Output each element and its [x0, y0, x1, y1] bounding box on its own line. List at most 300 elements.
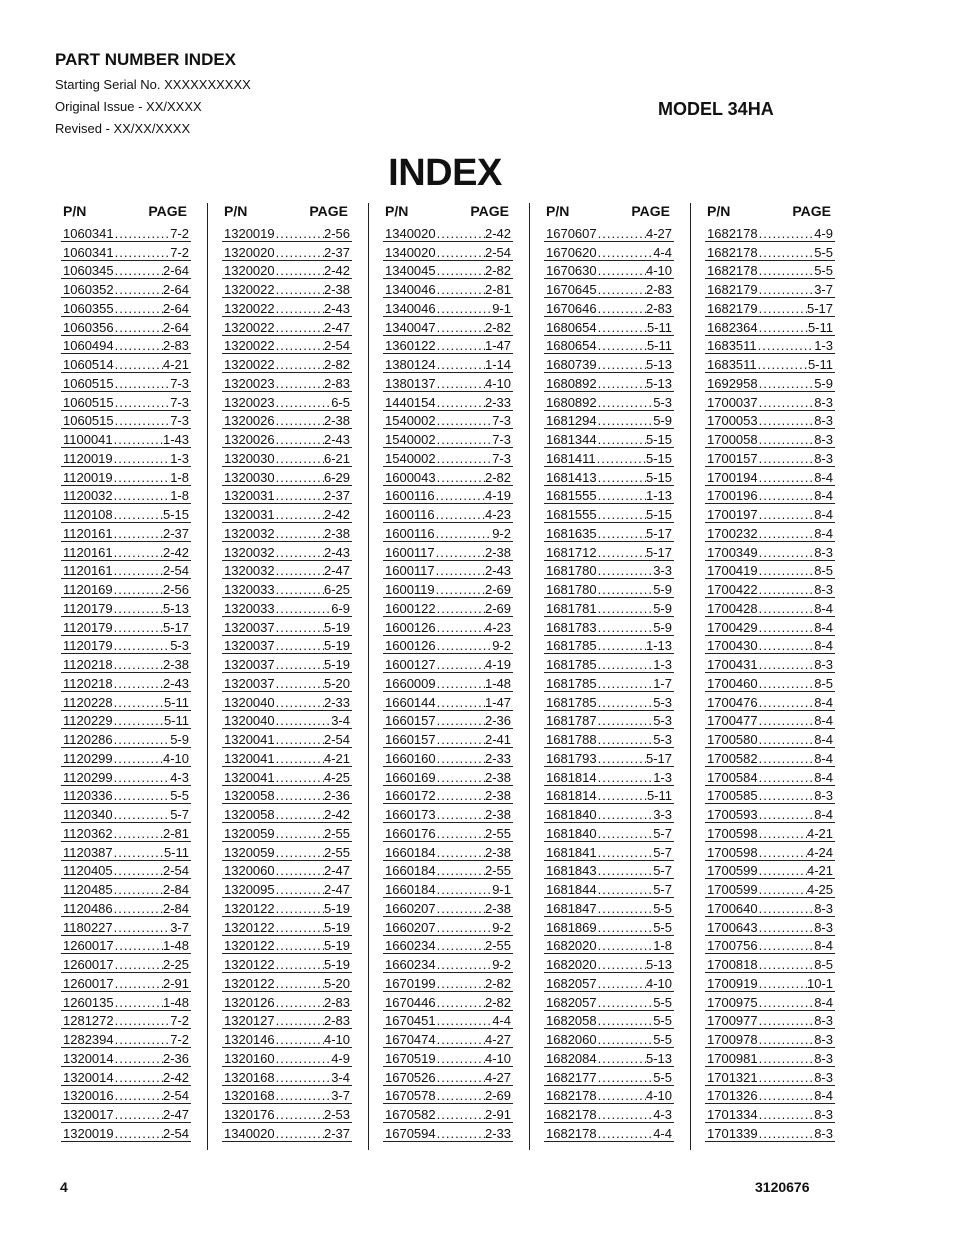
index-row	[61, 992, 191, 1011]
page-reference: 5-3	[653, 713, 672, 729]
page-reference: 1-13	[645, 488, 672, 504]
index-row	[383, 729, 513, 748]
page-reference: 2-54	[162, 1088, 189, 1104]
index-column-1	[61, 203, 191, 1142]
index-row	[705, 842, 835, 861]
page-reference: 5-5	[653, 1013, 672, 1029]
index-row	[383, 392, 513, 411]
page-reference: 1-3	[653, 769, 672, 785]
part-number: 1700460	[707, 675, 758, 691]
part-number: 1060515	[63, 375, 114, 391]
page-reference: 2-36	[323, 788, 350, 804]
page-reference: 8-3	[814, 544, 833, 560]
part-number: 1120405	[63, 863, 113, 879]
page-reference: 2-33	[484, 750, 511, 766]
part-number: 1682178	[546, 1088, 597, 1104]
part-number: 1600126	[385, 638, 436, 654]
index-row	[544, 954, 674, 973]
page-reference: 9-1	[492, 300, 511, 316]
index-row	[705, 598, 835, 617]
dot-leader	[436, 1052, 485, 1066]
page-reference: 2-83	[645, 282, 672, 297]
part-number: 1120286	[63, 732, 113, 747]
page-reference: 2-55	[323, 844, 350, 860]
index-row	[705, 504, 835, 523]
page-reference: 9-2	[492, 957, 511, 972]
page-header: PAGE	[792, 203, 831, 219]
page-reference: 5-19	[323, 938, 350, 954]
part-number: 1060345	[63, 263, 114, 279]
part-number: 1120485	[63, 882, 113, 897]
page-reference: 2-54	[162, 1125, 189, 1141]
dot-leader	[597, 902, 654, 916]
page-reference: 1-48	[162, 938, 189, 954]
dot-leader	[275, 808, 324, 822]
page-reference: 2-25	[162, 957, 189, 972]
part-number: 1120161	[63, 525, 113, 541]
index-row	[61, 561, 191, 580]
dot-leader	[757, 339, 815, 353]
page-reference: 6-5	[331, 394, 350, 410]
page-reference: 4-3	[653, 1107, 672, 1122]
dot-leader	[758, 508, 815, 522]
index-row	[61, 598, 191, 617]
dot-leader	[275, 789, 324, 803]
part-number: 1600122	[385, 600, 436, 616]
index-heading: PART NUMBER INDEX	[55, 50, 237, 69]
dot-leader	[275, 902, 324, 916]
part-number: 1681413	[546, 469, 597, 485]
page-reference: 6-9	[331, 600, 350, 616]
page-reference: 4-25	[806, 882, 833, 897]
page-reference: 4-23	[484, 619, 511, 635]
part-number: 1320060	[224, 863, 275, 879]
dot-leader	[114, 1033, 171, 1047]
dot-leader	[113, 714, 164, 728]
part-number: 1692958	[707, 375, 758, 391]
dot-leader	[436, 864, 485, 878]
index-row	[222, 786, 352, 805]
index-row	[705, 1048, 835, 1067]
page-reference: 5-7	[170, 807, 189, 822]
index-row	[383, 767, 513, 786]
index-row	[544, 973, 674, 992]
part-number: 1681788	[546, 732, 597, 747]
index-row	[383, 786, 513, 805]
index-row	[544, 898, 674, 917]
index-row	[222, 317, 352, 336]
index-row	[222, 804, 352, 823]
part-number: 1700422	[707, 582, 758, 597]
dot-leader	[435, 508, 485, 522]
page-reference: 2-83	[323, 375, 350, 391]
dot-leader	[758, 639, 815, 653]
page-reference: 5-5	[814, 263, 833, 279]
dot-leader	[436, 733, 485, 747]
dot-leader	[275, 846, 324, 860]
page-reference: 2-43	[323, 432, 350, 447]
dot-leader	[435, 546, 485, 560]
index-row	[705, 673, 835, 692]
dot-leader	[597, 752, 646, 766]
index-row	[383, 523, 513, 542]
part-number: 1660160	[385, 750, 436, 766]
page-reference: 7-3	[170, 413, 189, 429]
page-reference: 5-15	[645, 432, 672, 447]
index-row	[61, 1086, 191, 1105]
dot-leader	[275, 321, 324, 335]
part-number: 1681780	[546, 563, 597, 579]
page-reference: 2-55	[323, 825, 350, 841]
page-reference: 5-17	[162, 619, 189, 635]
index-row	[544, 1104, 674, 1123]
index-row	[61, 1067, 191, 1086]
index-row	[544, 1029, 674, 1048]
dot-leader	[758, 452, 815, 466]
dot-leader	[275, 583, 324, 597]
dot-leader	[597, 302, 646, 316]
part-number: 1320032	[224, 563, 275, 579]
index-row	[383, 354, 513, 373]
index-row	[61, 636, 191, 655]
page-reference: 8-5	[814, 675, 833, 691]
index-row	[61, 317, 191, 336]
page-reference: 2-83	[323, 1013, 350, 1029]
dot-leader	[597, 1033, 654, 1047]
page-reference: 5-13	[645, 1050, 672, 1066]
index-row	[222, 561, 352, 580]
index-row	[705, 1123, 835, 1142]
dot-leader	[758, 752, 815, 766]
part-number: 1600119	[385, 582, 435, 597]
dot-leader	[436, 452, 493, 466]
page-reference: 7-3	[170, 375, 189, 391]
dot-leader	[597, 1014, 654, 1028]
dot-leader	[275, 621, 324, 635]
page-reference: 5-19	[323, 638, 350, 654]
dot-leader	[436, 677, 485, 691]
dot-leader	[597, 1052, 646, 1066]
index-row	[383, 748, 513, 767]
part-number: 1320059	[224, 844, 275, 860]
index-row	[383, 1048, 513, 1067]
part-number: 1681840	[546, 825, 597, 841]
dot-leader	[758, 302, 807, 316]
page-reference: 2-54	[162, 863, 189, 879]
dot-leader	[436, 414, 493, 428]
part-number: 1320014	[63, 1050, 114, 1066]
dot-leader	[436, 264, 485, 278]
dot-leader	[436, 227, 485, 241]
dot-leader	[758, 564, 815, 578]
part-number: 1670607	[546, 225, 597, 241]
index-row	[544, 486, 674, 505]
index-row	[61, 336, 191, 355]
part-number: 1320126	[224, 994, 275, 1010]
pn-header: P/N	[546, 203, 570, 219]
index-row	[544, 467, 674, 486]
index-row	[61, 786, 191, 805]
page-reference: 8-3	[814, 1107, 833, 1122]
dot-leader	[597, 489, 646, 503]
dot-leader	[113, 583, 163, 597]
part-number: 1681787	[546, 713, 597, 729]
dot-leader	[597, 808, 654, 822]
part-number: 1320031	[224, 507, 275, 522]
part-number: 1660207	[385, 919, 436, 935]
index-row	[383, 636, 513, 655]
index-row	[222, 392, 352, 411]
page-reference: 2-38	[323, 282, 350, 297]
part-number: 1320016	[63, 1088, 114, 1104]
dot-leader	[275, 958, 324, 972]
dot-leader	[436, 939, 485, 953]
page-reference: 1-8	[653, 938, 672, 954]
index-row	[222, 842, 352, 861]
column-header	[61, 203, 191, 223]
part-number: 1260017	[63, 938, 114, 954]
page-reference: 2-64	[162, 282, 189, 297]
index-row	[383, 1029, 513, 1048]
dot-leader	[597, 733, 654, 747]
index-row	[222, 411, 352, 430]
page-reference: 2-42	[162, 1069, 189, 1085]
index-row	[705, 223, 835, 242]
index-row	[705, 448, 835, 467]
dot-leader	[597, 227, 646, 241]
page-reference: 3-7	[170, 919, 189, 935]
index-row	[705, 917, 835, 936]
page-header: PAGE	[470, 203, 509, 219]
page-reference: 2-83	[645, 300, 672, 316]
index-row	[383, 279, 513, 298]
dot-leader	[275, 602, 332, 616]
part-number: 1320033	[224, 582, 275, 597]
index-row	[705, 636, 835, 655]
page-reference: 2-43	[484, 563, 511, 579]
page-reference: 1-47	[484, 694, 511, 710]
part-number: 1700585	[707, 788, 758, 804]
dot-leader	[758, 846, 807, 860]
dot-leader	[113, 864, 163, 878]
dot-leader	[436, 752, 485, 766]
page-reference: 5-11	[163, 713, 189, 729]
index-row	[222, 617, 352, 636]
index-row	[544, 392, 674, 411]
column-header	[705, 203, 835, 223]
pn-header: P/N	[63, 203, 87, 219]
page-reference: 8-4	[814, 600, 833, 616]
index-row	[61, 429, 191, 448]
dot-leader	[597, 1071, 654, 1085]
part-number: 1681785	[546, 638, 597, 654]
page-reference: 2-37	[323, 1125, 350, 1141]
part-number: 1670620	[546, 244, 597, 260]
page-reference: 9-2	[492, 638, 511, 654]
part-number: 1120218	[63, 675, 113, 691]
part-number: 1682178	[546, 1125, 597, 1141]
dot-leader	[758, 527, 815, 541]
part-number: 1320030	[224, 469, 275, 485]
dot-leader	[113, 902, 163, 916]
dot-leader	[275, 546, 324, 560]
page-reference: 5-3	[170, 638, 189, 654]
index-row	[544, 879, 674, 898]
index-row	[544, 261, 674, 280]
part-number: 1320032	[224, 544, 275, 560]
part-number: 1320037	[224, 657, 275, 672]
index-row	[705, 748, 835, 767]
dot-leader	[597, 246, 654, 260]
dot-leader	[436, 658, 485, 672]
index-row	[705, 467, 835, 486]
dot-leader	[275, 752, 324, 766]
part-number: 1660184	[385, 863, 436, 879]
page-reference: 4-25	[323, 769, 350, 785]
page-reference: 8-3	[814, 1125, 833, 1141]
part-number: 1340020	[385, 244, 436, 260]
dot-leader	[275, 1052, 332, 1066]
dot-leader	[597, 639, 646, 653]
dot-leader	[275, 939, 324, 953]
dot-leader	[758, 958, 815, 972]
index-row	[544, 861, 674, 880]
index-row	[222, 1011, 352, 1030]
page-reference: 4-24	[806, 844, 833, 860]
index-row	[383, 692, 513, 711]
column-divider	[207, 203, 208, 1150]
part-number: 1120032	[63, 488, 113, 504]
page-reference: 4-10	[323, 1032, 350, 1047]
part-number: 1681793	[546, 750, 597, 766]
page-reference: 4-10	[484, 375, 511, 391]
page-reference: 1-43	[162, 432, 189, 447]
dot-leader	[758, 714, 815, 728]
part-number: 1120019	[63, 450, 113, 466]
part-number: 1120179	[63, 600, 113, 616]
index-row	[61, 898, 191, 917]
dot-leader	[436, 771, 485, 785]
part-number: 1320168	[224, 1069, 275, 1085]
page-reference: 4-9	[814, 225, 833, 241]
page-reference: 8-4	[814, 713, 833, 729]
dot-leader	[275, 339, 324, 353]
page-reference: 4-10	[645, 263, 672, 279]
part-number: 1660184	[385, 844, 436, 860]
page-reference: 5-17	[806, 300, 833, 316]
part-number: 1120161	[63, 563, 113, 579]
part-number: 1060515	[63, 413, 114, 429]
dot-leader	[758, 808, 815, 822]
page-header: PAGE	[148, 203, 187, 219]
part-number: 1340020	[385, 225, 436, 241]
part-number: 1660157	[385, 732, 436, 747]
page-reference: 2-53	[323, 1107, 350, 1122]
page-reference: 4-23	[484, 507, 511, 522]
page-reference: 2-38	[484, 788, 511, 804]
page-reference: 2-47	[323, 863, 350, 879]
dot-leader	[436, 789, 485, 803]
part-number: 1600126	[385, 619, 436, 635]
index-row	[61, 261, 191, 280]
part-number: 1681294	[546, 413, 597, 429]
dot-leader	[436, 1014, 493, 1028]
dot-leader	[275, 977, 324, 991]
page-reference: 5-7	[653, 863, 672, 879]
dot-leader	[114, 1014, 171, 1028]
page-reference: 2-82	[484, 263, 511, 279]
index-row	[222, 654, 352, 673]
dot-leader	[597, 658, 654, 672]
page-reference: 8-3	[814, 1050, 833, 1066]
index-row	[61, 617, 191, 636]
part-number: 1670630	[546, 263, 597, 279]
part-number: 1540002	[385, 432, 436, 447]
part-number: 1320020	[224, 244, 275, 260]
page-reference: 2-36	[162, 1050, 189, 1066]
dot-leader	[436, 808, 485, 822]
index-row	[222, 354, 352, 373]
index-row	[544, 786, 674, 805]
dot-leader	[435, 564, 485, 578]
dot-leader	[113, 489, 171, 503]
part-number: 1600127	[385, 657, 436, 672]
index-row	[61, 973, 191, 992]
part-number: 1060341	[63, 225, 114, 241]
page-reference: 5-19	[323, 900, 350, 916]
index-column-5	[705, 203, 835, 1142]
page-reference: 8-3	[814, 1069, 833, 1085]
page-reference: 3-4	[331, 713, 350, 729]
dot-leader	[275, 227, 324, 241]
dot-leader	[597, 546, 646, 560]
page-reference: 1-8	[170, 488, 189, 504]
part-number: 1600117	[385, 544, 435, 560]
page-reference: 8-4	[814, 769, 833, 785]
dot-leader	[436, 846, 485, 860]
page-reference: 5-9	[814, 375, 833, 391]
part-number: 1681555	[546, 507, 597, 522]
column-divider	[368, 203, 369, 1150]
index-row	[705, 898, 835, 917]
part-number: 1600116	[385, 525, 435, 541]
dot-leader	[436, 283, 485, 297]
page-reference: 2-56	[162, 582, 189, 597]
dot-leader	[436, 358, 485, 372]
index-row	[544, 654, 674, 673]
part-number: 1700977	[707, 1013, 758, 1029]
page-reference: 4-27	[484, 1032, 511, 1047]
part-number: 1700477	[707, 713, 758, 729]
part-number: 1660207	[385, 900, 436, 916]
index-row	[61, 1011, 191, 1030]
index-row	[544, 561, 674, 580]
page-reference: 2-38	[484, 769, 511, 785]
part-number: 1320031	[224, 488, 275, 504]
index-row	[222, 729, 352, 748]
index-row	[383, 242, 513, 261]
part-number: 1320022	[224, 338, 275, 354]
index-row	[222, 1104, 352, 1123]
page-reference: 9-2	[492, 919, 511, 935]
index-row	[222, 1086, 352, 1105]
part-number: 1060341	[63, 244, 114, 260]
index-row	[61, 879, 191, 898]
page-reference: 5-5	[814, 244, 833, 260]
dot-leader	[597, 1108, 654, 1122]
dot-leader	[757, 358, 808, 372]
index-column-4	[544, 203, 674, 1142]
